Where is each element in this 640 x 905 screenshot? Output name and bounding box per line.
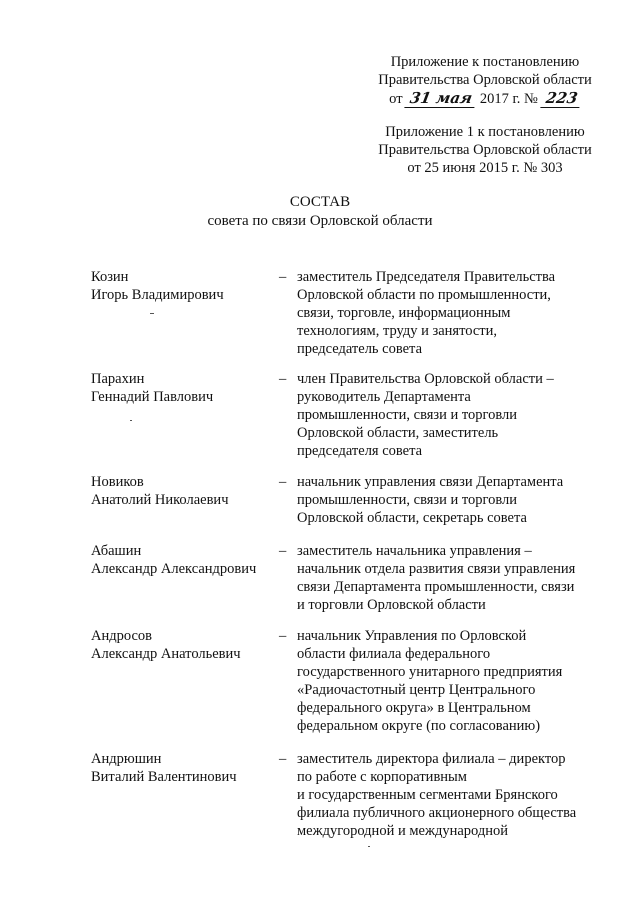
member-dash: – bbox=[279, 269, 287, 285]
previous-appendix-line-2: Правительства Орловской области bbox=[378, 142, 592, 158]
member-dash: – bbox=[279, 543, 287, 559]
role-line: филиала публичного акционерного общества bbox=[297, 805, 577, 821]
role-line: заместитель начальника управления – bbox=[297, 543, 532, 559]
handwritten-number: 223 bbox=[540, 89, 583, 108]
role-line: связи, торговле, информационным bbox=[297, 305, 511, 321]
member-given-names: Александр Александрович bbox=[91, 561, 257, 577]
member-name bbox=[91, 473, 271, 509]
role-line: федеральном округе (по согласованию) bbox=[297, 718, 541, 734]
member-surname: Новиков bbox=[91, 474, 144, 490]
previous-appendix-line-1: Приложение 1 к постановлению bbox=[385, 124, 585, 140]
member-surname: Парахин bbox=[91, 371, 145, 387]
scan-speck bbox=[130, 420, 132, 421]
member-given-names: Виталий Валентинович bbox=[91, 769, 237, 785]
member-role bbox=[297, 473, 587, 527]
role-line: начальник отдела развития связи управления bbox=[297, 561, 576, 577]
role-line: член Правительства Орловской области – bbox=[297, 371, 554, 387]
role-line: области филиала федерального bbox=[297, 646, 491, 662]
role-line: руководитель Департамента bbox=[297, 389, 471, 405]
role-line: Орловской области, секретарь совета bbox=[297, 510, 527, 526]
role-line: председатель совета bbox=[297, 341, 423, 357]
role-line: междугородной и международной bbox=[297, 823, 509, 839]
role-line: федерального округа» в Центральном bbox=[297, 700, 531, 716]
member-dash: – bbox=[279, 371, 287, 387]
role-line: Орловской области по промышленности, bbox=[297, 287, 551, 303]
member-surname: Андрюшин bbox=[91, 751, 162, 767]
role-line: государственного унитарного предприятия bbox=[297, 664, 563, 680]
role-line: заместитель директора филиала – директор bbox=[297, 751, 566, 767]
appendix-line-2: Правительства Орловской области bbox=[378, 72, 592, 88]
appendix-date-line bbox=[340, 89, 630, 108]
scan-speck bbox=[150, 313, 154, 314]
role-line: промышленности, связи и торговли bbox=[297, 407, 518, 423]
role-line: председателя совета bbox=[297, 443, 423, 459]
role-line: заместитель Председателя Правительства bbox=[297, 269, 556, 285]
member-role bbox=[297, 542, 587, 614]
member-role bbox=[297, 370, 587, 460]
role-line: «Радиочастотный центр Центрального bbox=[297, 682, 536, 698]
handwritten-date: 31 мая bbox=[405, 89, 478, 108]
member-dash: – bbox=[279, 474, 287, 490]
member-given-names: Игорь Владимирович bbox=[91, 287, 224, 303]
appendix-header bbox=[340, 53, 630, 108]
role-line: начальник управления связи Департамента bbox=[297, 474, 564, 490]
date-year: 2017 г. № bbox=[479, 91, 538, 107]
member-name bbox=[91, 627, 271, 663]
appendix-line-1: Приложение к постановлению bbox=[390, 54, 580, 70]
member-surname: Абашин bbox=[91, 543, 142, 559]
previous-appendix-header bbox=[340, 123, 630, 177]
member-given-names: Геннадий Павлович bbox=[91, 389, 214, 405]
role-line: по работе с корпоративным bbox=[297, 769, 467, 785]
role-line: технологиям, труду и занятости, bbox=[297, 323, 497, 339]
role-line: промышленности, связи и торговли bbox=[297, 492, 518, 508]
member-role bbox=[297, 750, 587, 840]
date-prefix: от bbox=[389, 91, 403, 107]
role-line: связи Департамента промышленности, связи bbox=[297, 579, 575, 595]
member-name bbox=[91, 542, 271, 578]
scan-speck bbox=[368, 846, 370, 847]
document-title bbox=[0, 193, 640, 231]
member-name bbox=[91, 268, 271, 304]
member-dash: – bbox=[279, 751, 287, 767]
member-role bbox=[297, 268, 587, 358]
role-line: Орловской области, заместитель bbox=[297, 425, 499, 441]
member-dash: – bbox=[279, 628, 287, 644]
member-surname: Андросов bbox=[91, 628, 153, 644]
title-heading: СОСТАВ bbox=[289, 194, 351, 210]
role-line: и торговли Орловской области bbox=[297, 597, 486, 613]
member-surname: Козин bbox=[91, 269, 129, 285]
member-name bbox=[91, 370, 271, 406]
title-subheading: совета по связи Орловской области bbox=[207, 213, 433, 229]
previous-appendix-line-3: от 25 июня 2015 г. № 303 bbox=[407, 160, 563, 176]
member-given-names: Анатолий Николаевич bbox=[91, 492, 229, 508]
role-line: и государственным сегментами Брянского bbox=[297, 787, 558, 803]
member-role bbox=[297, 627, 587, 735]
member-given-names: Александр Анатольевич bbox=[91, 646, 241, 662]
member-name bbox=[91, 750, 271, 786]
role-line: начальник Управления по Орловской bbox=[297, 628, 527, 644]
